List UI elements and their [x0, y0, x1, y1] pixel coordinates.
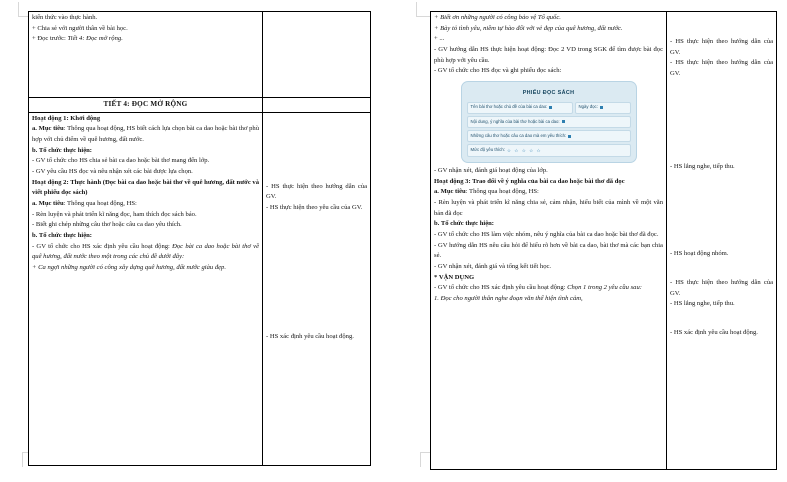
activity-2-step — [32, 242, 259, 263]
text-line: + Chia sẻ với người thân về bài học. — [32, 24, 128, 32]
reading-card-field-favorite-lines — [467, 130, 631, 142]
reading-card-row — [467, 116, 631, 128]
rating-stars-icon: ☆ ☆ ☆ ☆ ☆ — [506, 147, 542, 153]
activity-1-goal — [32, 124, 259, 145]
application-step — [434, 283, 663, 294]
cell-right-side — [667, 12, 777, 470]
after-card-step: - GV nhận xét, đánh giá hoạt động của lớp. — [434, 166, 548, 174]
page-corner-mark-top-left — [416, 2, 431, 17]
activity-2-heading: Hoạt động 2: Thực hành (Đọc bài ca dao hoặc bài thơ về quê hương, đất nước và viết phiếu đọc sách) — [32, 178, 259, 197]
side-spacer — [266, 214, 367, 332]
activity-1-response: - HS thực hiện theo hướng dẫn của GV. — [266, 182, 367, 201]
application-response: - HS xác định yêu cầu hoạt động. — [670, 329, 758, 337]
top-step: - GV tổ chức cho HS đọc và ghi phiếu đọc sách: — [434, 67, 562, 75]
reading-card-row — [467, 144, 631, 157]
field-marker-icon — [600, 106, 603, 109]
activity-2-goal-item: - Biết ghi chép những câu thơ hoặc câu ca dao yêu thích. — [32, 221, 182, 229]
reading-card-field-meaning — [467, 116, 631, 128]
goal-text: : Thông qua hoạt động, HS biết cách lựa chọn bài ca dao hoặc bài thơ phù hợp với chủ điểm về quê hương, đất nước. — [32, 125, 259, 144]
activity-1-heading: Hoạt động 1: Khởi động — [32, 114, 101, 122]
right-page-table — [430, 11, 777, 470]
goal-text: : Thông qua hoạt động, HS: — [63, 200, 137, 208]
side-spacer — [670, 260, 773, 278]
activity-3-step: - GV hướng dẫn HS nêu câu hỏi để hiểu rõ hơn về bài ca dao, bài thơ mà các bạn chia sẻ. — [434, 241, 663, 260]
side-spacer — [670, 13, 773, 37]
table-row — [29, 112, 371, 465]
activity-2-goal — [32, 199, 259, 210]
activity-3-goal — [434, 187, 663, 198]
cell-section-title — [29, 98, 263, 113]
activity-3-organize-label: b. Tổ chức thực hiện: — [434, 220, 494, 228]
top-bullet-ellipsis: + ... — [434, 35, 445, 43]
top-response: - HS thực hiện theo hướng dẫn của GV. — [670, 59, 773, 78]
step-italic: Đọc bài ca dao hoặc bài thơ về quê hương, đất nước theo một trong các chủ đề dưới đây: — [32, 242, 259, 261]
reading-card-row — [467, 130, 631, 142]
goal-label: a. Mục tiêu — [434, 188, 466, 196]
after-card-response: - HS lắng nghe, tiếp thu. — [670, 162, 735, 170]
activity-3-response: - HS lắng nghe, tiếp thu. — [670, 300, 735, 308]
activity-1-organize-label: b. Tổ chức thực hiện: — [32, 146, 92, 154]
table-row — [431, 12, 777, 470]
text-line — [32, 34, 259, 45]
top-bullet: + Biết ơn những người có công bảo vệ Tổ quốc. — [434, 14, 561, 21]
activity-3-response: - HS thực hiện theo hướng dẫn của GV. — [670, 279, 773, 297]
activity-3-response: - HS hoạt động nhóm. — [670, 250, 729, 258]
read-before-title: Tiết 4: Đọc mở rộng. — [67, 35, 123, 43]
activity-2-goal-item: - Rèn luyện và phát triển kĩ năng đọc, ham thích đọc sách báo. — [32, 210, 197, 218]
step-lead: - GV tổ chức cho HS xác định yêu cầu hoạt động: — [434, 284, 568, 292]
reading-card-field-date — [575, 102, 631, 114]
section-title: TIẾT 4: ĐỌC MỞ RỘNG — [103, 100, 188, 108]
application-heading: * VẬN DỤNG — [434, 273, 475, 281]
table-row — [29, 12, 371, 98]
goal-label: a. Mục tiêu — [32, 200, 64, 208]
page-right — [394, 0, 787, 482]
field-label: Ngày đọc: — [578, 104, 598, 110]
text-line: kiến thức vào thực hành. — [32, 14, 98, 21]
cell-activities-side — [263, 112, 371, 465]
reading-card-field-title — [467, 102, 573, 114]
top-step: - GV hướng dẫn HS thực hiện hoạt động: Đọc 2 VD trong SGK để tìm được bài đọc phù hợp với yêu cầu. — [434, 46, 663, 64]
cell-activities-main — [29, 112, 263, 465]
reading-card-row — [467, 102, 631, 114]
step-italic: Chọn 1 trong 2 yêu cầu sau: — [567, 284, 642, 292]
reading-card — [461, 81, 637, 163]
top-response: - HS thực hiện theo hướng dẫn của GV. — [670, 38, 773, 56]
activity-3-step: - GV nhận xét, đánh giá và tổng kết tiết học. — [434, 262, 552, 270]
field-marker-icon — [562, 120, 565, 123]
activity-2-bullet: + Ca ngợi những người có công xây dựng quê hương, đất nước giàu đẹp. — [32, 264, 227, 272]
goal-text: : Thông qua hoạt động, HS: — [465, 188, 539, 196]
reading-card-field-rating — [467, 144, 631, 157]
activity-3-goal-item: - Rèn luyện và phát triển kĩ năng chia sẻ, cảm nhận, hiểu biết của mình về một văn bản đã đọc — [434, 198, 663, 217]
activity-1-step: - GV yêu cầu HS đọc và nêu nhận xét các bài được lựa chọn. — [32, 168, 193, 176]
field-marker-icon — [549, 106, 552, 109]
cell-section-title-side — [263, 98, 371, 113]
field-label: Tên bài thơ hoặc chủ đề của bài ca dao: — [470, 104, 548, 110]
side-spacer — [266, 114, 367, 182]
activity-2-organize-label: b. Tổ chức thực hiện: — [32, 232, 92, 240]
field-label: Những câu thơ hoặc câu ca dao mà em yêu thích: — [470, 132, 567, 138]
activity-3-step: - GV tổ chức cho HS làm việc nhóm, nêu ý nghĩa của bài ca dao hoặc bài thơ đã đọc. — [434, 230, 659, 238]
field-label: Mức độ yêu thích: — [470, 147, 505, 153]
side-spacer — [670, 310, 773, 328]
reading-card-title: PHIẾU ĐỌC SÁCH — [522, 90, 575, 97]
table-row — [29, 98, 371, 113]
left-page-table — [28, 11, 371, 466]
cell-top-continuation — [29, 12, 263, 98]
activity-2-response: - HS xác định yêu cầu hoạt động. — [266, 332, 354, 340]
activity-3-heading: Hoạt động 3: Trao đổi về ý nghĩa của bài ca dao hoặc bài thơ đã đọc — [434, 177, 625, 185]
side-spacer — [670, 172, 773, 249]
top-bullet: + Bày tỏ tình yêu, niềm tự hào đối với vẻ đẹp của quê hương, đất nước. — [434, 24, 623, 32]
reading-card-figure — [434, 77, 663, 166]
activity-1-step: - GV tổ chức cho HS chia sẻ bài ca dao hoặc bài thơ mang đến lớp. — [32, 157, 210, 165]
cell-right-main — [431, 12, 667, 470]
application-item: 1. Đọc cho người thân nghe đoạn văn thể hiện tình cảm, — [434, 294, 583, 302]
field-label: Nội dung, ý nghĩa của bài thơ hoặc bài ca dao: — [470, 118, 560, 124]
step-lead: - GV tổ chức cho HS xác định yêu cầu hoạt động: — [32, 242, 173, 250]
cell-top-continuation-side — [263, 12, 371, 98]
activity-1-response: - HS thực hiện theo yêu cầu của GV. — [266, 204, 363, 212]
field-marker-icon — [568, 135, 571, 138]
read-before-label: + Đọc trước: — [32, 35, 68, 43]
side-spacer — [670, 80, 773, 162]
goal-label: a. Mục tiêu — [32, 125, 64, 133]
